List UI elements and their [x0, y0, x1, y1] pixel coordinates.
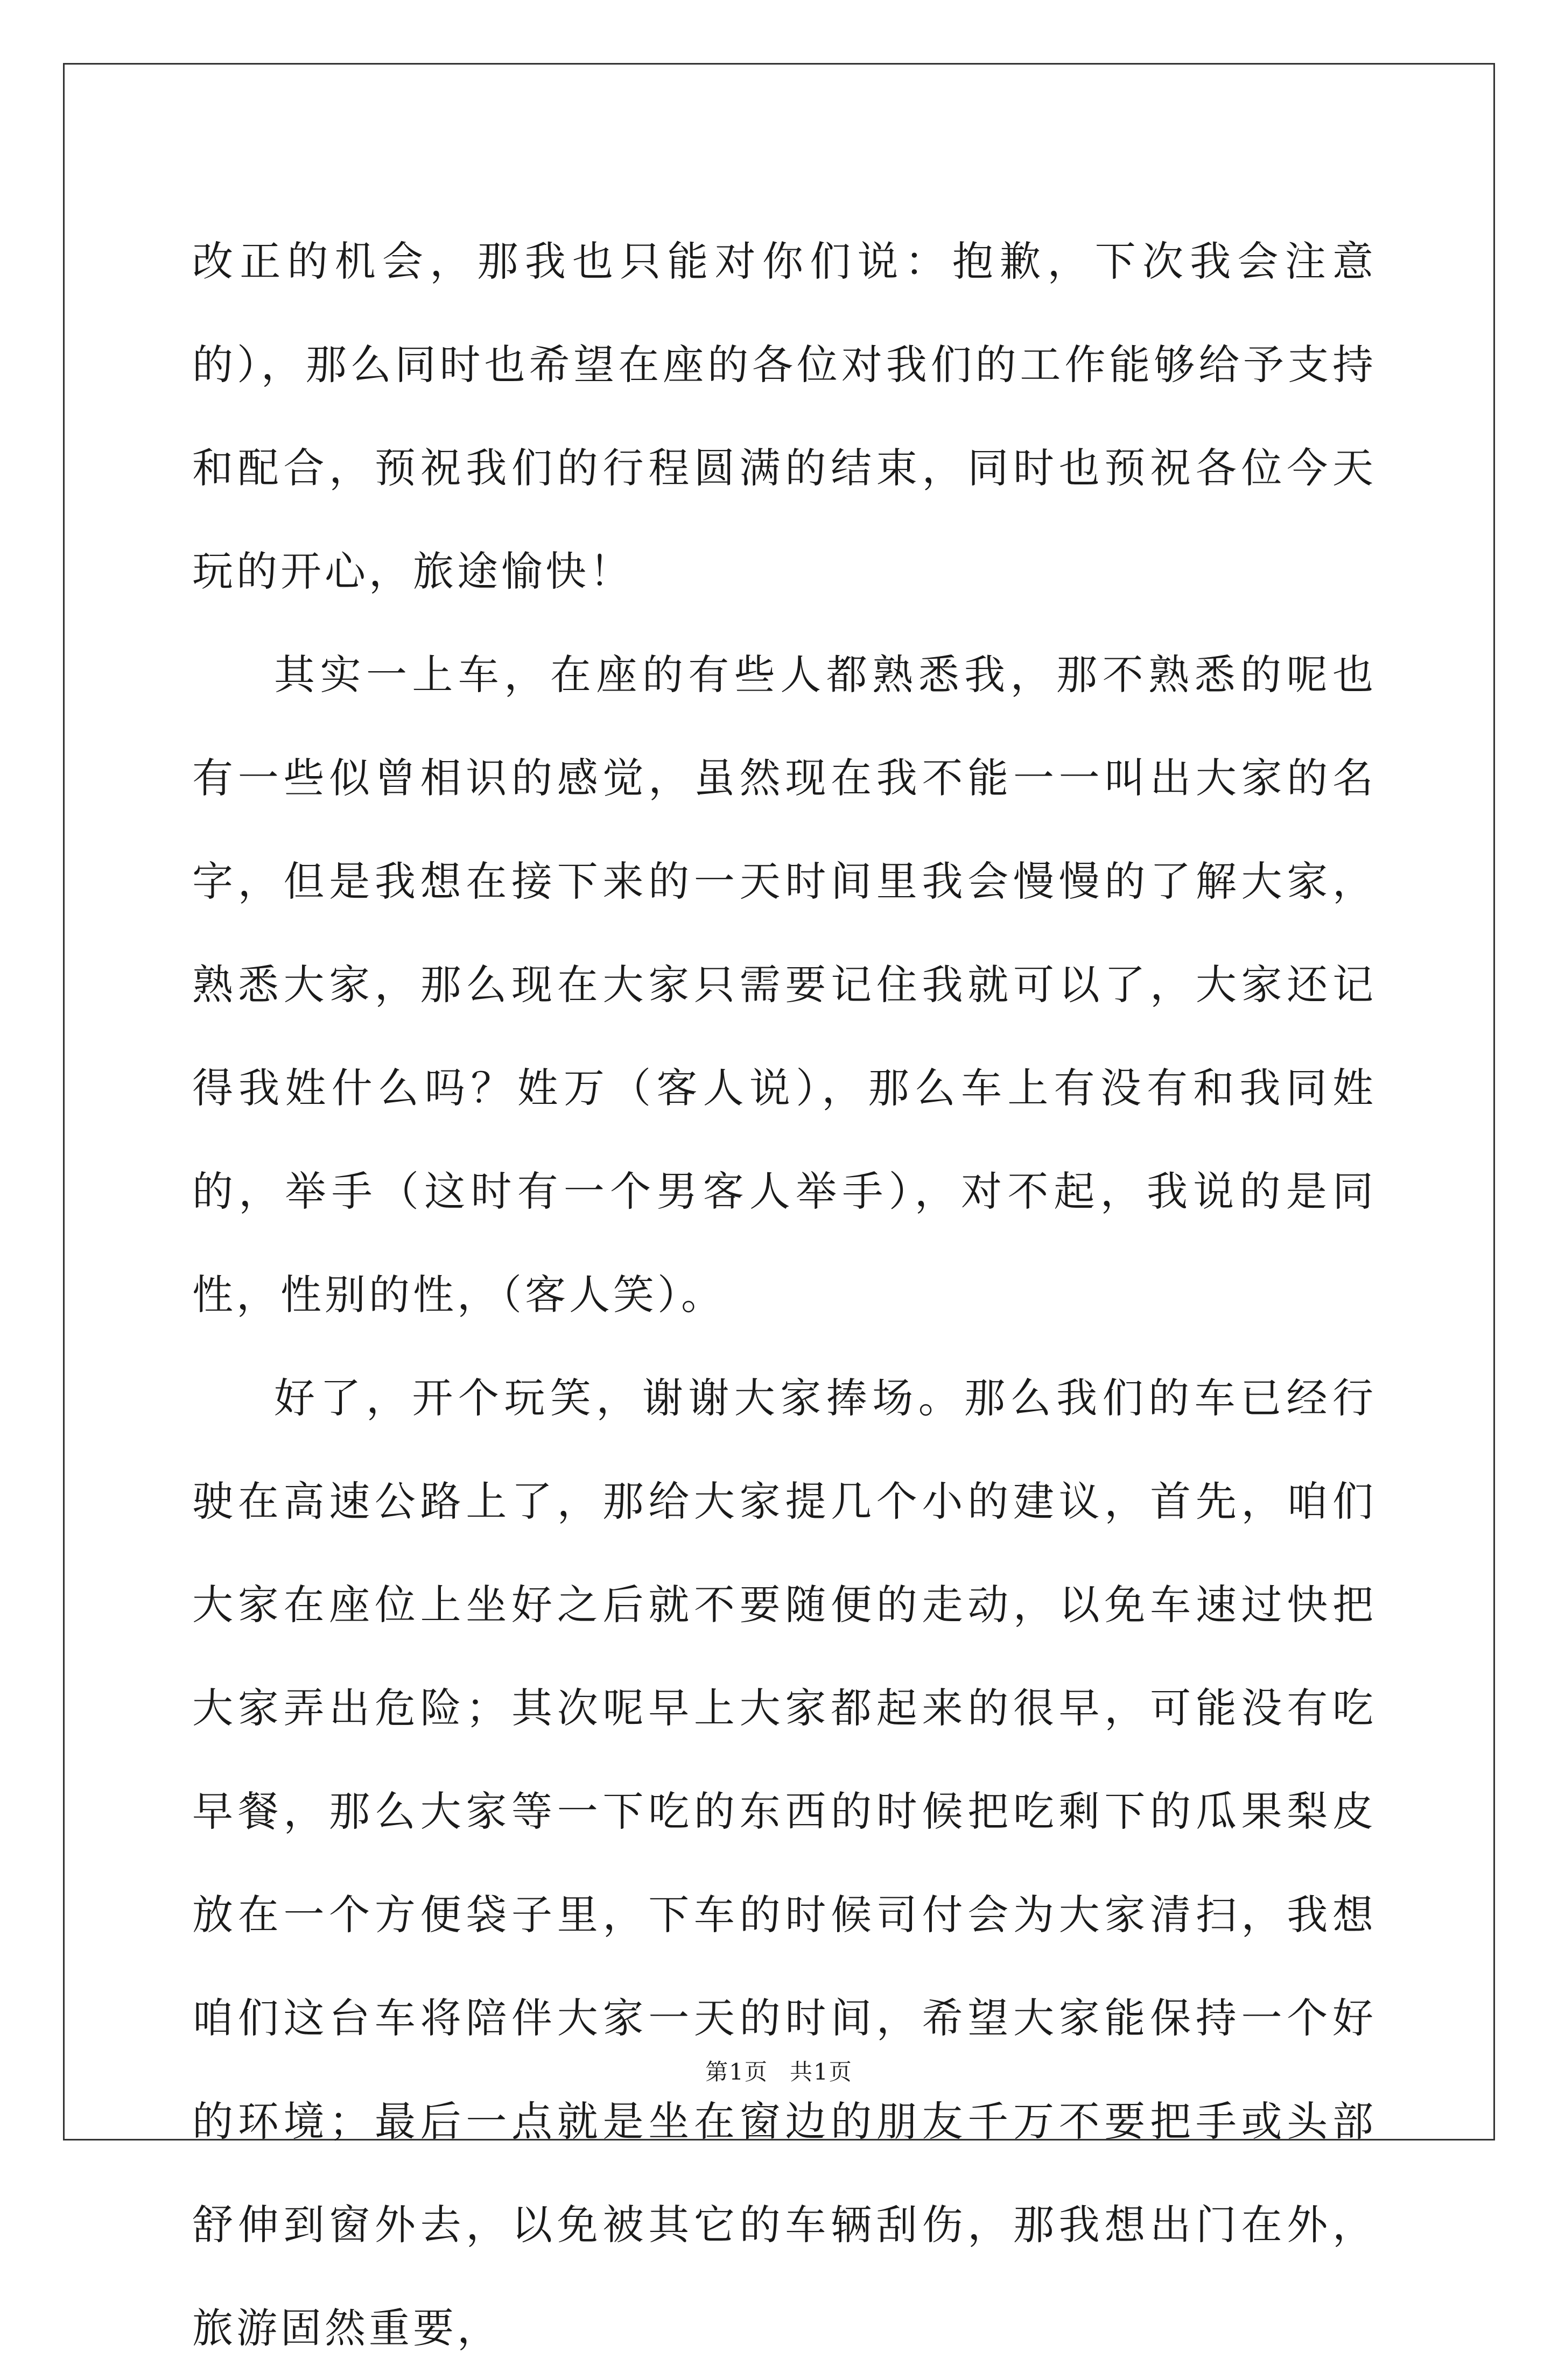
page-number: 第1页 — [705, 2059, 768, 2085]
page-total: 共1页 — [790, 2059, 853, 2085]
document-body — [192, 210, 1377, 2380]
page-footer — [0, 2056, 1558, 2088]
paragraph-suggestions: 好了，开个玩笑，谢谢大家捧场。那么我们的车已经行驶在高速公路上了，那给大家提几个小的建议，首先，咱们大家在座位上坐好之后就不要随便的走动，以免车速过快把大家弄出危险；其次呢早上大家都起来的很早，可能没有吃早餐，那么大家等一下吃的东西的时候把吃剩下的瓜果梨皮放在一个方便袋子里，下车的时候司付会为大家清扫，我想咱们这台车将陪伴大家一天的时间，希望大家能保持一个好的环境；最后一点就是坐在窗边的朋友千万不要把手或头部舒伸到窗外去，以免被其它的车辆刮伤，那我想出门在外，旅游固然重要， — [192, 1374, 1377, 2352]
paragraph-introduction: 其实一上车，在座的有些人都熟悉我，那不熟悉的呢也有一些似曾相识的感觉，虽然现在我不能一一叫出大家的名字，但是我想在接下来的一天时间里我会慢慢的了解大家，熟悉大家，那么现在大家只需要记住我就可以了，大家还记得我姓什么吗？姓万（客人说），那么车上有没有和我同姓的，举手（这时有一个男客人举手），对不起，我说的是同性，性别的性，（客人笑）。 — [192, 651, 1377, 1319]
paragraph-continued: 改正的机会，那我也只能对你们说：抱歉，下次我会注意的），那么同时也希望在座的各位对我们的工作能够给予支持和配合，预祝我们的行程圆满的结束，同时也预祝各位今天玩的开心，旅途愉快！ — [192, 237, 1377, 595]
